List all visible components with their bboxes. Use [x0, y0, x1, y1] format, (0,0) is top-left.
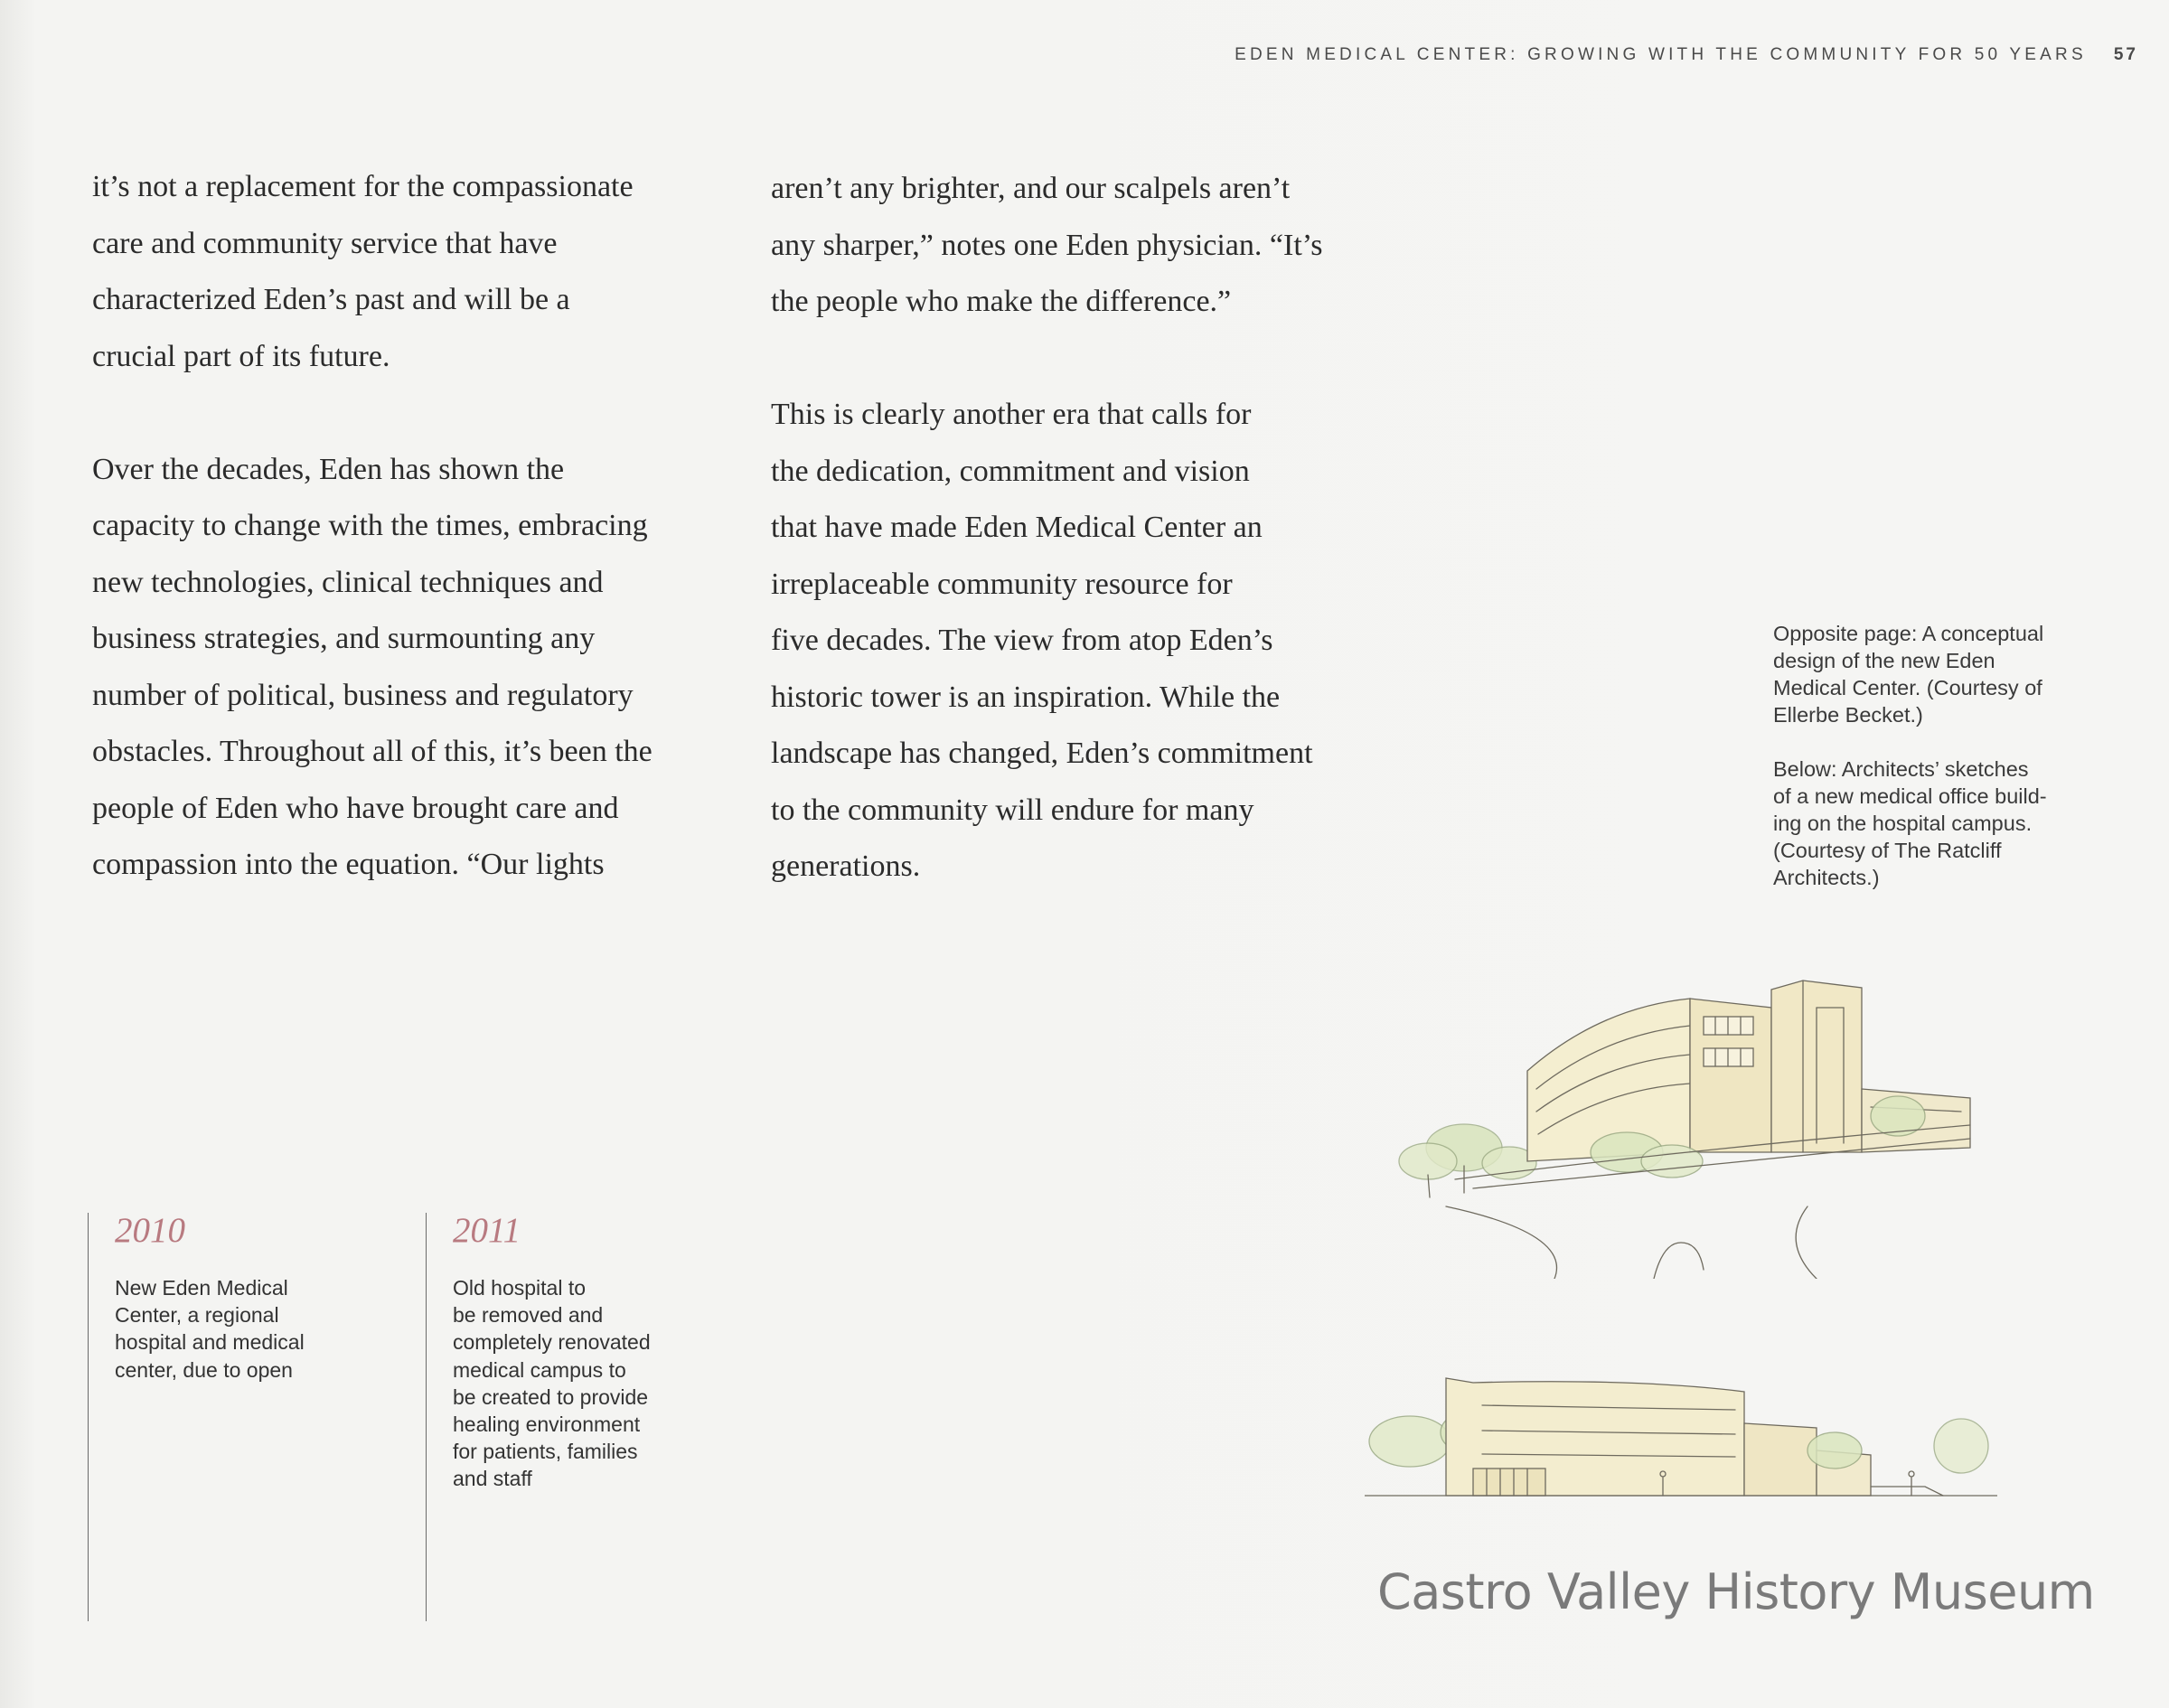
text-line: irreplaceable community resource for: [771, 567, 1233, 601]
body-column-middle: [771, 161, 1422, 896]
caption-line: Medical Center. (Courtesy of: [1773, 676, 2042, 699]
text-line: it’s not a replacement for the compassionate: [92, 170, 634, 203]
timeline-line: for patients, families: [453, 1440, 638, 1464]
text-line: Over the decades, Eden has shown the: [92, 452, 565, 486]
timeline-line: New Eden Medical: [115, 1276, 288, 1300]
text-line: people of Eden who have brought care and: [92, 791, 619, 825]
text-line: to the community will endure for many: [771, 793, 1254, 827]
timeline-line: center, due to open: [115, 1357, 293, 1382]
text-line: obstacles. Throughout all of this, it’s been the: [92, 735, 653, 768]
timeline-entry: [88, 1213, 305, 1621]
body-paragraph: [92, 442, 743, 894]
body-paragraph: [771, 387, 1422, 896]
timeline-line: healing environment: [453, 1412, 641, 1437]
text-line: the dedication, commitment and vision: [771, 454, 1250, 488]
timeline-text: [453, 1274, 651, 1493]
text-line: aren’t any brighter, and our scalpels aren’t: [771, 172, 1291, 205]
caption-line: Architects.): [1773, 866, 1880, 889]
building-sketch-perspective: [1392, 971, 1988, 1279]
timeline-line: medical campus to: [453, 1357, 626, 1382]
watermark: Castro Valley History Museum: [1377, 1563, 2095, 1620]
text-line: characterized Eden’s past and will be a: [92, 283, 570, 316]
caption-line: Below: Architects’ sketches: [1773, 757, 2029, 781]
text-line: care and community service that have: [92, 226, 558, 260]
text-line: five decades. The view from atop Eden’s: [771, 624, 1273, 657]
timeline-line: be removed and: [453, 1303, 604, 1328]
text-line: any sharper,” notes one Eden physician. “It’s: [771, 228, 1323, 262]
text-line: historic tower is an inspiration. While the: [771, 680, 1281, 714]
caption-line: design of the new Eden: [1773, 649, 1995, 672]
caption-line: Ellerbe Becket.): [1773, 703, 1923, 727]
body-paragraph: [771, 161, 1422, 331]
text-line: the people who make the difference.”: [771, 285, 1232, 318]
body-column-left: [92, 159, 743, 894]
text-line: generations.: [771, 849, 921, 883]
timeline-entry: [426, 1213, 651, 1621]
body-paragraph: [92, 159, 743, 385]
running-head: [1235, 45, 2138, 65]
timeline-line: be created to provide: [453, 1384, 649, 1409]
text-line: landscape has changed, Eden’s commitment: [771, 737, 1313, 770]
text-line: business strategies, and surmounting any: [92, 622, 596, 655]
timeline-line: and staff: [453, 1467, 532, 1491]
timeline-line: completely renovated: [453, 1330, 651, 1355]
image-caption: [1773, 620, 2089, 891]
timeline-text: [115, 1274, 305, 1384]
caption-line: Opposite page: A conceptual: [1773, 622, 2044, 645]
timeline-line: Center, a regional: [115, 1303, 279, 1328]
page-number: 57: [2113, 45, 2138, 64]
caption-line: (Courtesy of The Ratcliff: [1773, 839, 2002, 862]
text-line: new technologies, clinical techniques and: [92, 565, 604, 599]
caption-line: of a new medical office build-: [1773, 784, 2047, 808]
caption-paragraph: [1773, 755, 2089, 891]
text-line: capacity to change with the times, embracing: [92, 509, 648, 542]
text-line: that have made Eden Medical Center an: [771, 511, 1263, 544]
text-line: crucial part of its future.: [92, 339, 390, 373]
timeline-line: Old hospital to: [453, 1276, 587, 1300]
building-sketch-elevation: [1365, 1360, 1997, 1545]
text-line: compassion into the equation. “Our lights: [92, 848, 605, 881]
timeline-year: 2011: [453, 1211, 521, 1250]
timeline-line: hospital and medical: [115, 1330, 305, 1355]
running-head-title: EDEN MEDICAL CENTER: GROWING WITH THE COMMUNITY FOR 50 YEARS: [1235, 45, 2087, 64]
caption-paragraph: [1773, 620, 2089, 728]
text-line: This is clearly another era that calls for: [771, 398, 1252, 431]
caption-line: ing on the hospital campus.: [1773, 812, 2033, 835]
timeline-year: 2010: [115, 1211, 185, 1250]
text-line: number of political, business and regulatory: [92, 678, 634, 712]
